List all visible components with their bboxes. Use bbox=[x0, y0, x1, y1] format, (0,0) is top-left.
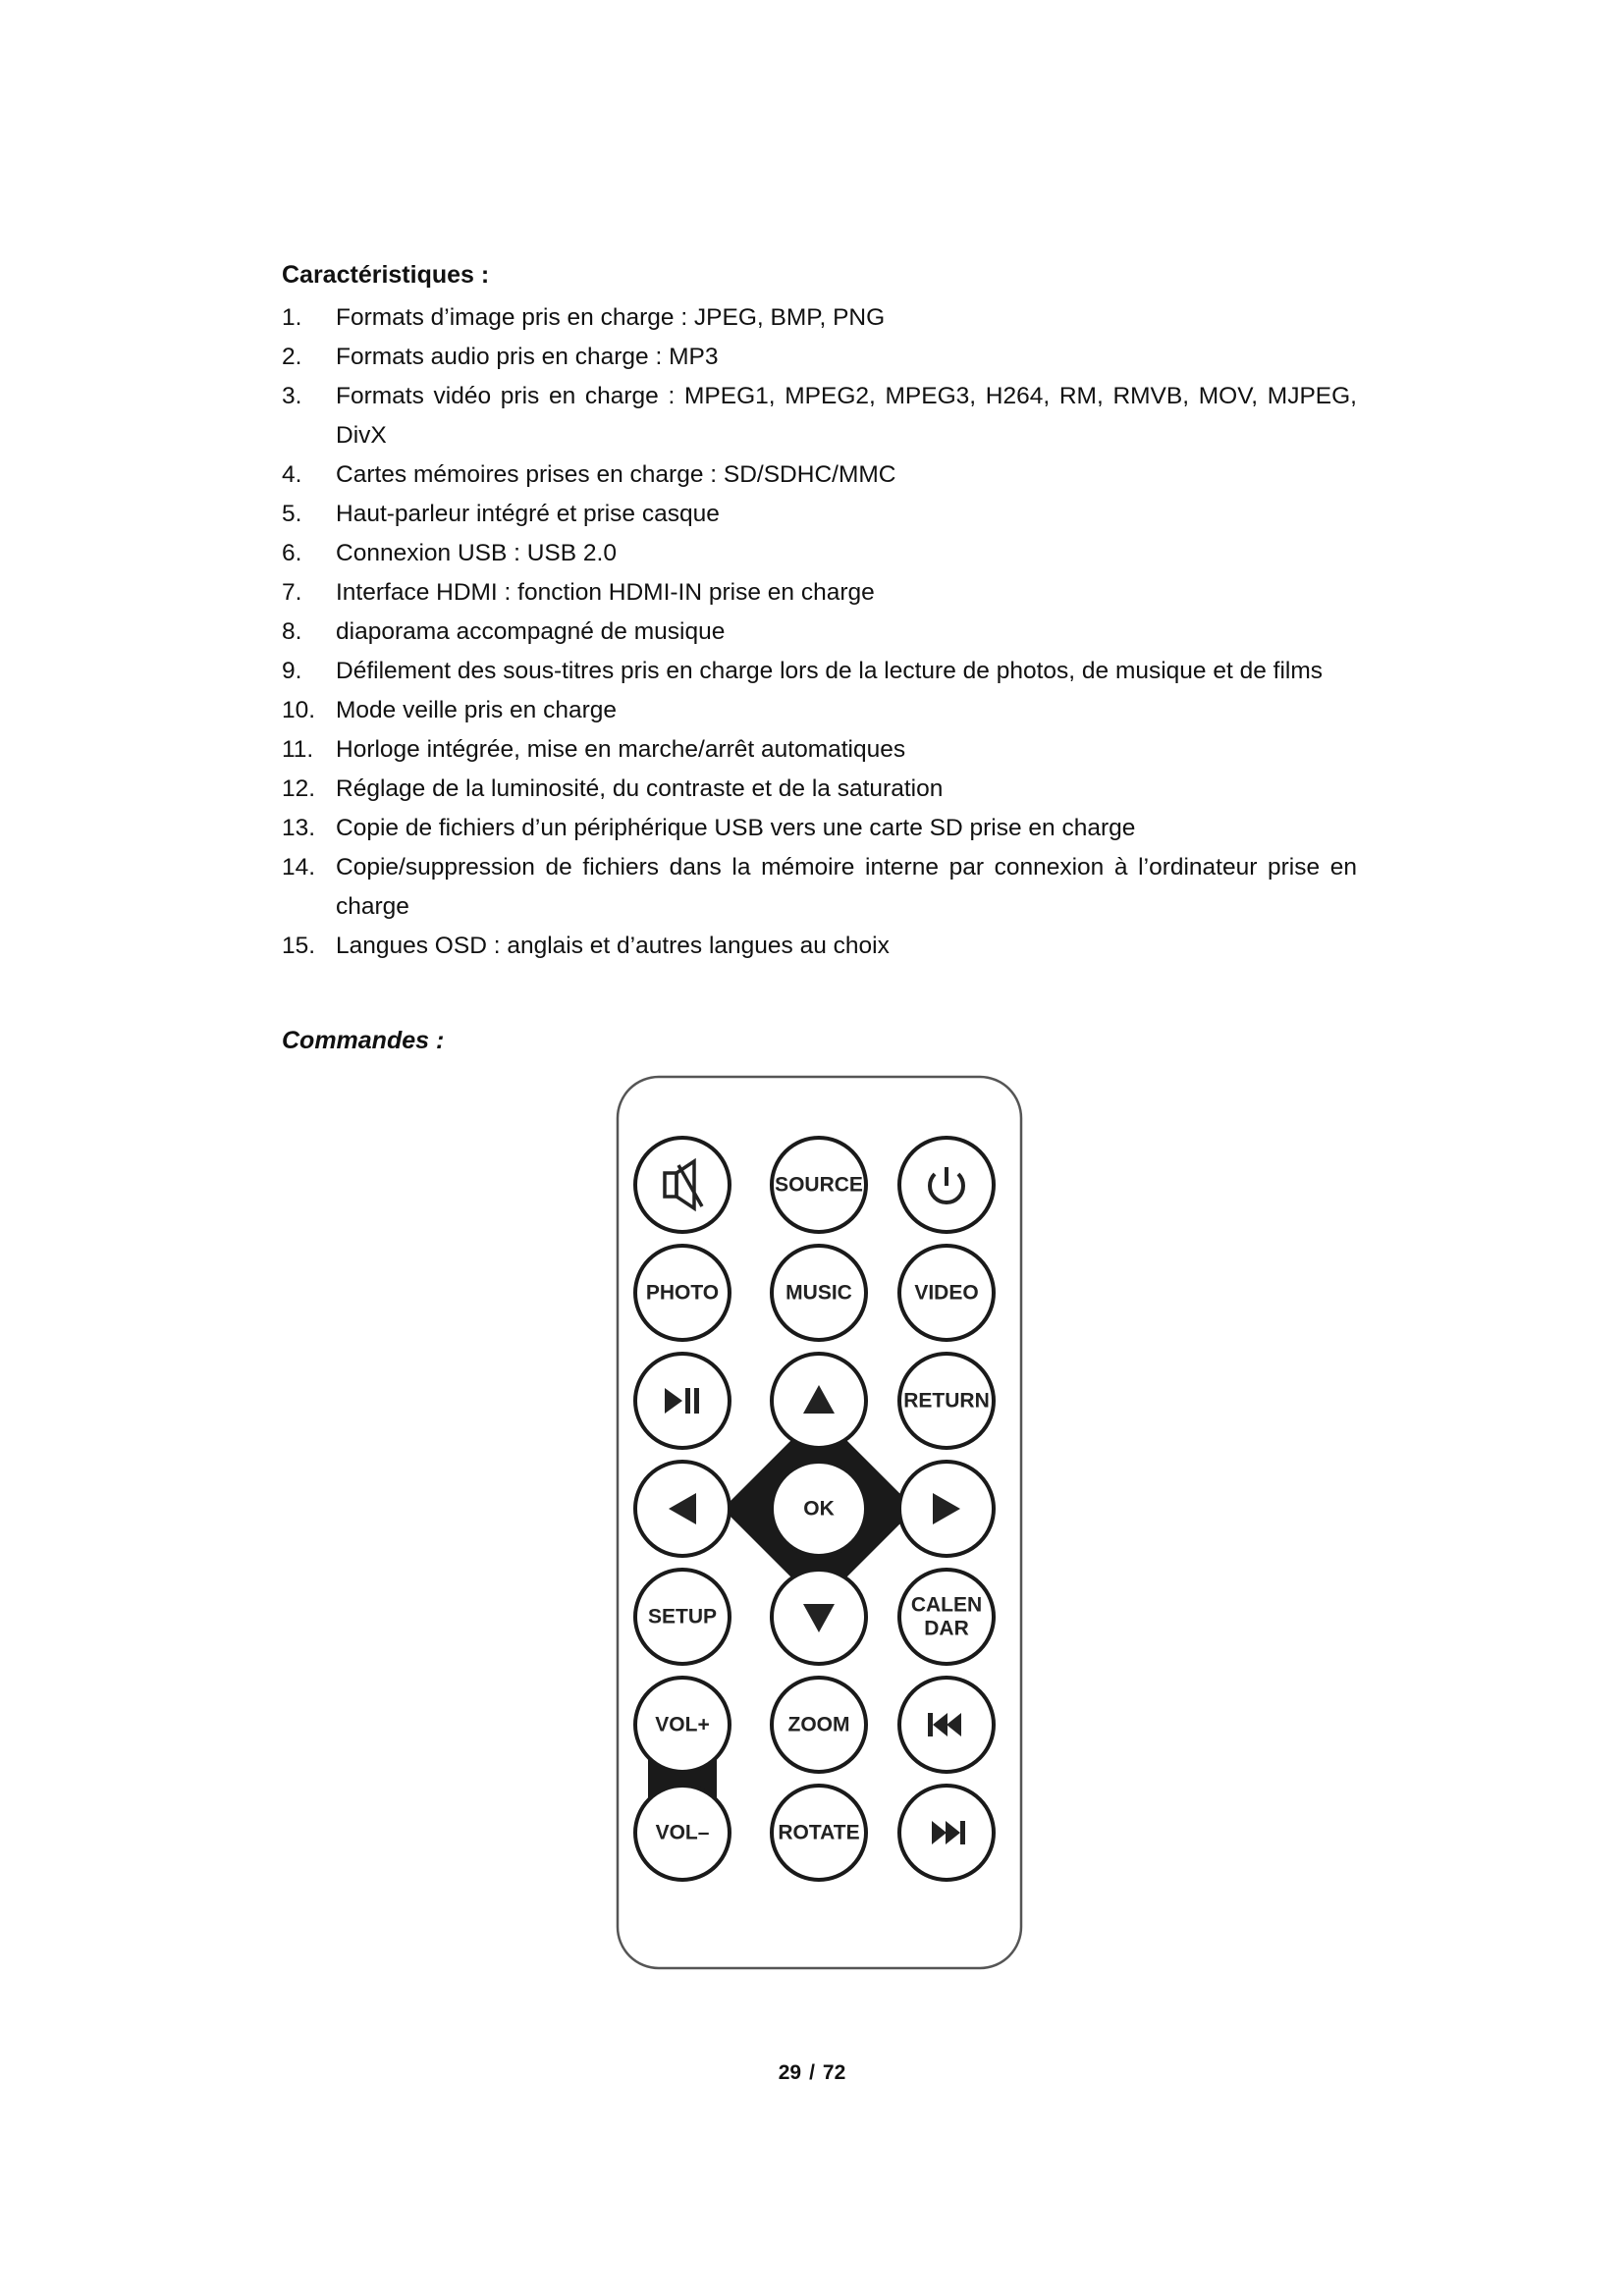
list-number: 11. bbox=[282, 736, 314, 763]
controls-heading: Commandes : bbox=[282, 1027, 445, 1054]
list-number: 6. bbox=[282, 540, 302, 566]
list-number: 5. bbox=[282, 501, 302, 527]
list-text: Horloge intégrée, mise en marche/arrêt automatiques bbox=[336, 736, 906, 763]
list-item bbox=[282, 927, 1357, 966]
current-page: 29 bbox=[778, 2061, 802, 2084]
list-item bbox=[282, 377, 1357, 455]
list-item bbox=[282, 534, 1357, 573]
remote-control-illustration bbox=[616, 1075, 1023, 1970]
list-item bbox=[282, 455, 1357, 495]
zoom-label: ZOOM bbox=[787, 1713, 850, 1736]
list-text: Réglage de la luminosité, du contraste et de la saturation bbox=[336, 775, 944, 802]
photo-button[interactable] bbox=[635, 1246, 730, 1340]
setup-label: SETUP bbox=[647, 1605, 718, 1629]
source-button[interactable] bbox=[772, 1138, 866, 1232]
power-button[interactable] bbox=[899, 1138, 994, 1232]
setup-button[interactable] bbox=[635, 1570, 730, 1664]
list-text: Copie de fichiers d’un périphérique USB vers une carte SD prise en charge bbox=[336, 815, 1136, 841]
list-item bbox=[282, 652, 1357, 691]
rotate-label: ROTATE bbox=[778, 1821, 860, 1844]
left-button[interactable] bbox=[635, 1462, 730, 1556]
page-number bbox=[0, 2061, 1624, 2085]
list-item bbox=[282, 691, 1357, 730]
calendar-label-line1: CALEN bbox=[910, 1593, 983, 1617]
list-number: 14. bbox=[282, 854, 316, 881]
volume-down-label: VOL– bbox=[655, 1821, 710, 1844]
list-item bbox=[282, 730, 1357, 770]
calendar-button[interactable] bbox=[899, 1570, 994, 1664]
list-number: 10. bbox=[282, 697, 316, 723]
list-text: Interface HDMI : fonction HDMI-IN prise en charge bbox=[336, 579, 875, 606]
list-text: Cartes mémoires prises en charge : SD/SDHC/MMC bbox=[336, 461, 896, 488]
list-number: 2. bbox=[282, 344, 302, 370]
list-text: diaporama accompagné de musique bbox=[336, 618, 726, 645]
ok-button[interactable] bbox=[772, 1462, 866, 1556]
list-item bbox=[282, 338, 1357, 377]
list-text: Haut-parleur intégré et prise casque bbox=[336, 501, 720, 527]
list-number: 8. bbox=[282, 618, 302, 645]
play-pause-button[interactable] bbox=[635, 1354, 730, 1448]
music-button[interactable] bbox=[772, 1246, 866, 1340]
list-text: Copie/suppression de fichiers dans la mémoire interne par connexion à l’ordinateur prise en charge bbox=[336, 854, 1357, 920]
list-item bbox=[282, 848, 1357, 927]
volume-down-button[interactable] bbox=[635, 1786, 730, 1880]
list-number: 9. bbox=[282, 658, 302, 684]
volume-up-label: VOL+ bbox=[655, 1713, 710, 1736]
photo-label: PHOTO bbox=[645, 1281, 720, 1305]
list-number: 15. bbox=[282, 933, 316, 959]
next-button[interactable] bbox=[899, 1786, 994, 1880]
list-item bbox=[282, 495, 1357, 534]
return-button[interactable] bbox=[899, 1354, 994, 1448]
volume-up-button[interactable] bbox=[635, 1678, 730, 1772]
list-number: 3. bbox=[282, 383, 302, 409]
down-button[interactable] bbox=[772, 1570, 866, 1664]
list-number: 7. bbox=[282, 579, 302, 606]
total-pages: 72 bbox=[822, 2061, 846, 2084]
list-number: 1. bbox=[282, 304, 302, 331]
previous-button[interactable] bbox=[899, 1678, 994, 1772]
list-text: Connexion USB : USB 2.0 bbox=[336, 540, 617, 566]
list-text: Mode veille pris en charge bbox=[336, 697, 617, 723]
video-button[interactable] bbox=[899, 1246, 994, 1340]
list-text: Langues OSD : anglais et d’autres langues au choix bbox=[336, 933, 890, 959]
list-text: Formats d’image pris en charge : JPEG, BMP, PNG bbox=[336, 304, 886, 331]
list-item bbox=[282, 770, 1357, 809]
return-label: RETURN bbox=[903, 1389, 990, 1413]
mute-button[interactable] bbox=[635, 1138, 730, 1232]
list-number: 13. bbox=[282, 815, 316, 841]
video-label: VIDEO bbox=[914, 1281, 979, 1305]
list-text: Formats vidéo pris en charge : MPEG1, MPEG2, MPEG3, H264, RM, RMVB, MOV, MJPEG, DivX bbox=[336, 383, 1357, 449]
list-item bbox=[282, 613, 1357, 652]
list-item bbox=[282, 809, 1357, 848]
up-button[interactable] bbox=[772, 1354, 866, 1448]
list-item bbox=[282, 573, 1357, 613]
page-separator: / bbox=[809, 2061, 815, 2084]
features-heading: Caractéristiques : bbox=[282, 261, 490, 289]
right-button[interactable] bbox=[899, 1462, 994, 1556]
feature-list bbox=[282, 298, 1357, 966]
list-text: Défilement des sous-titres pris en charge lors de la lecture de photos, de musique et de films bbox=[336, 658, 1324, 684]
calendar-label-line2: DAR bbox=[924, 1617, 969, 1640]
rotate-button[interactable] bbox=[772, 1786, 866, 1880]
zoom-button[interactable] bbox=[772, 1678, 866, 1772]
list-text: Formats audio pris en charge : MP3 bbox=[336, 344, 719, 370]
ok-label: OK bbox=[803, 1497, 835, 1521]
list-number: 12. bbox=[282, 775, 316, 802]
source-label: SOURCE bbox=[775, 1173, 863, 1197]
music-label: MUSIC bbox=[785, 1281, 852, 1305]
list-number: 4. bbox=[282, 461, 302, 488]
list-item bbox=[282, 298, 1357, 338]
